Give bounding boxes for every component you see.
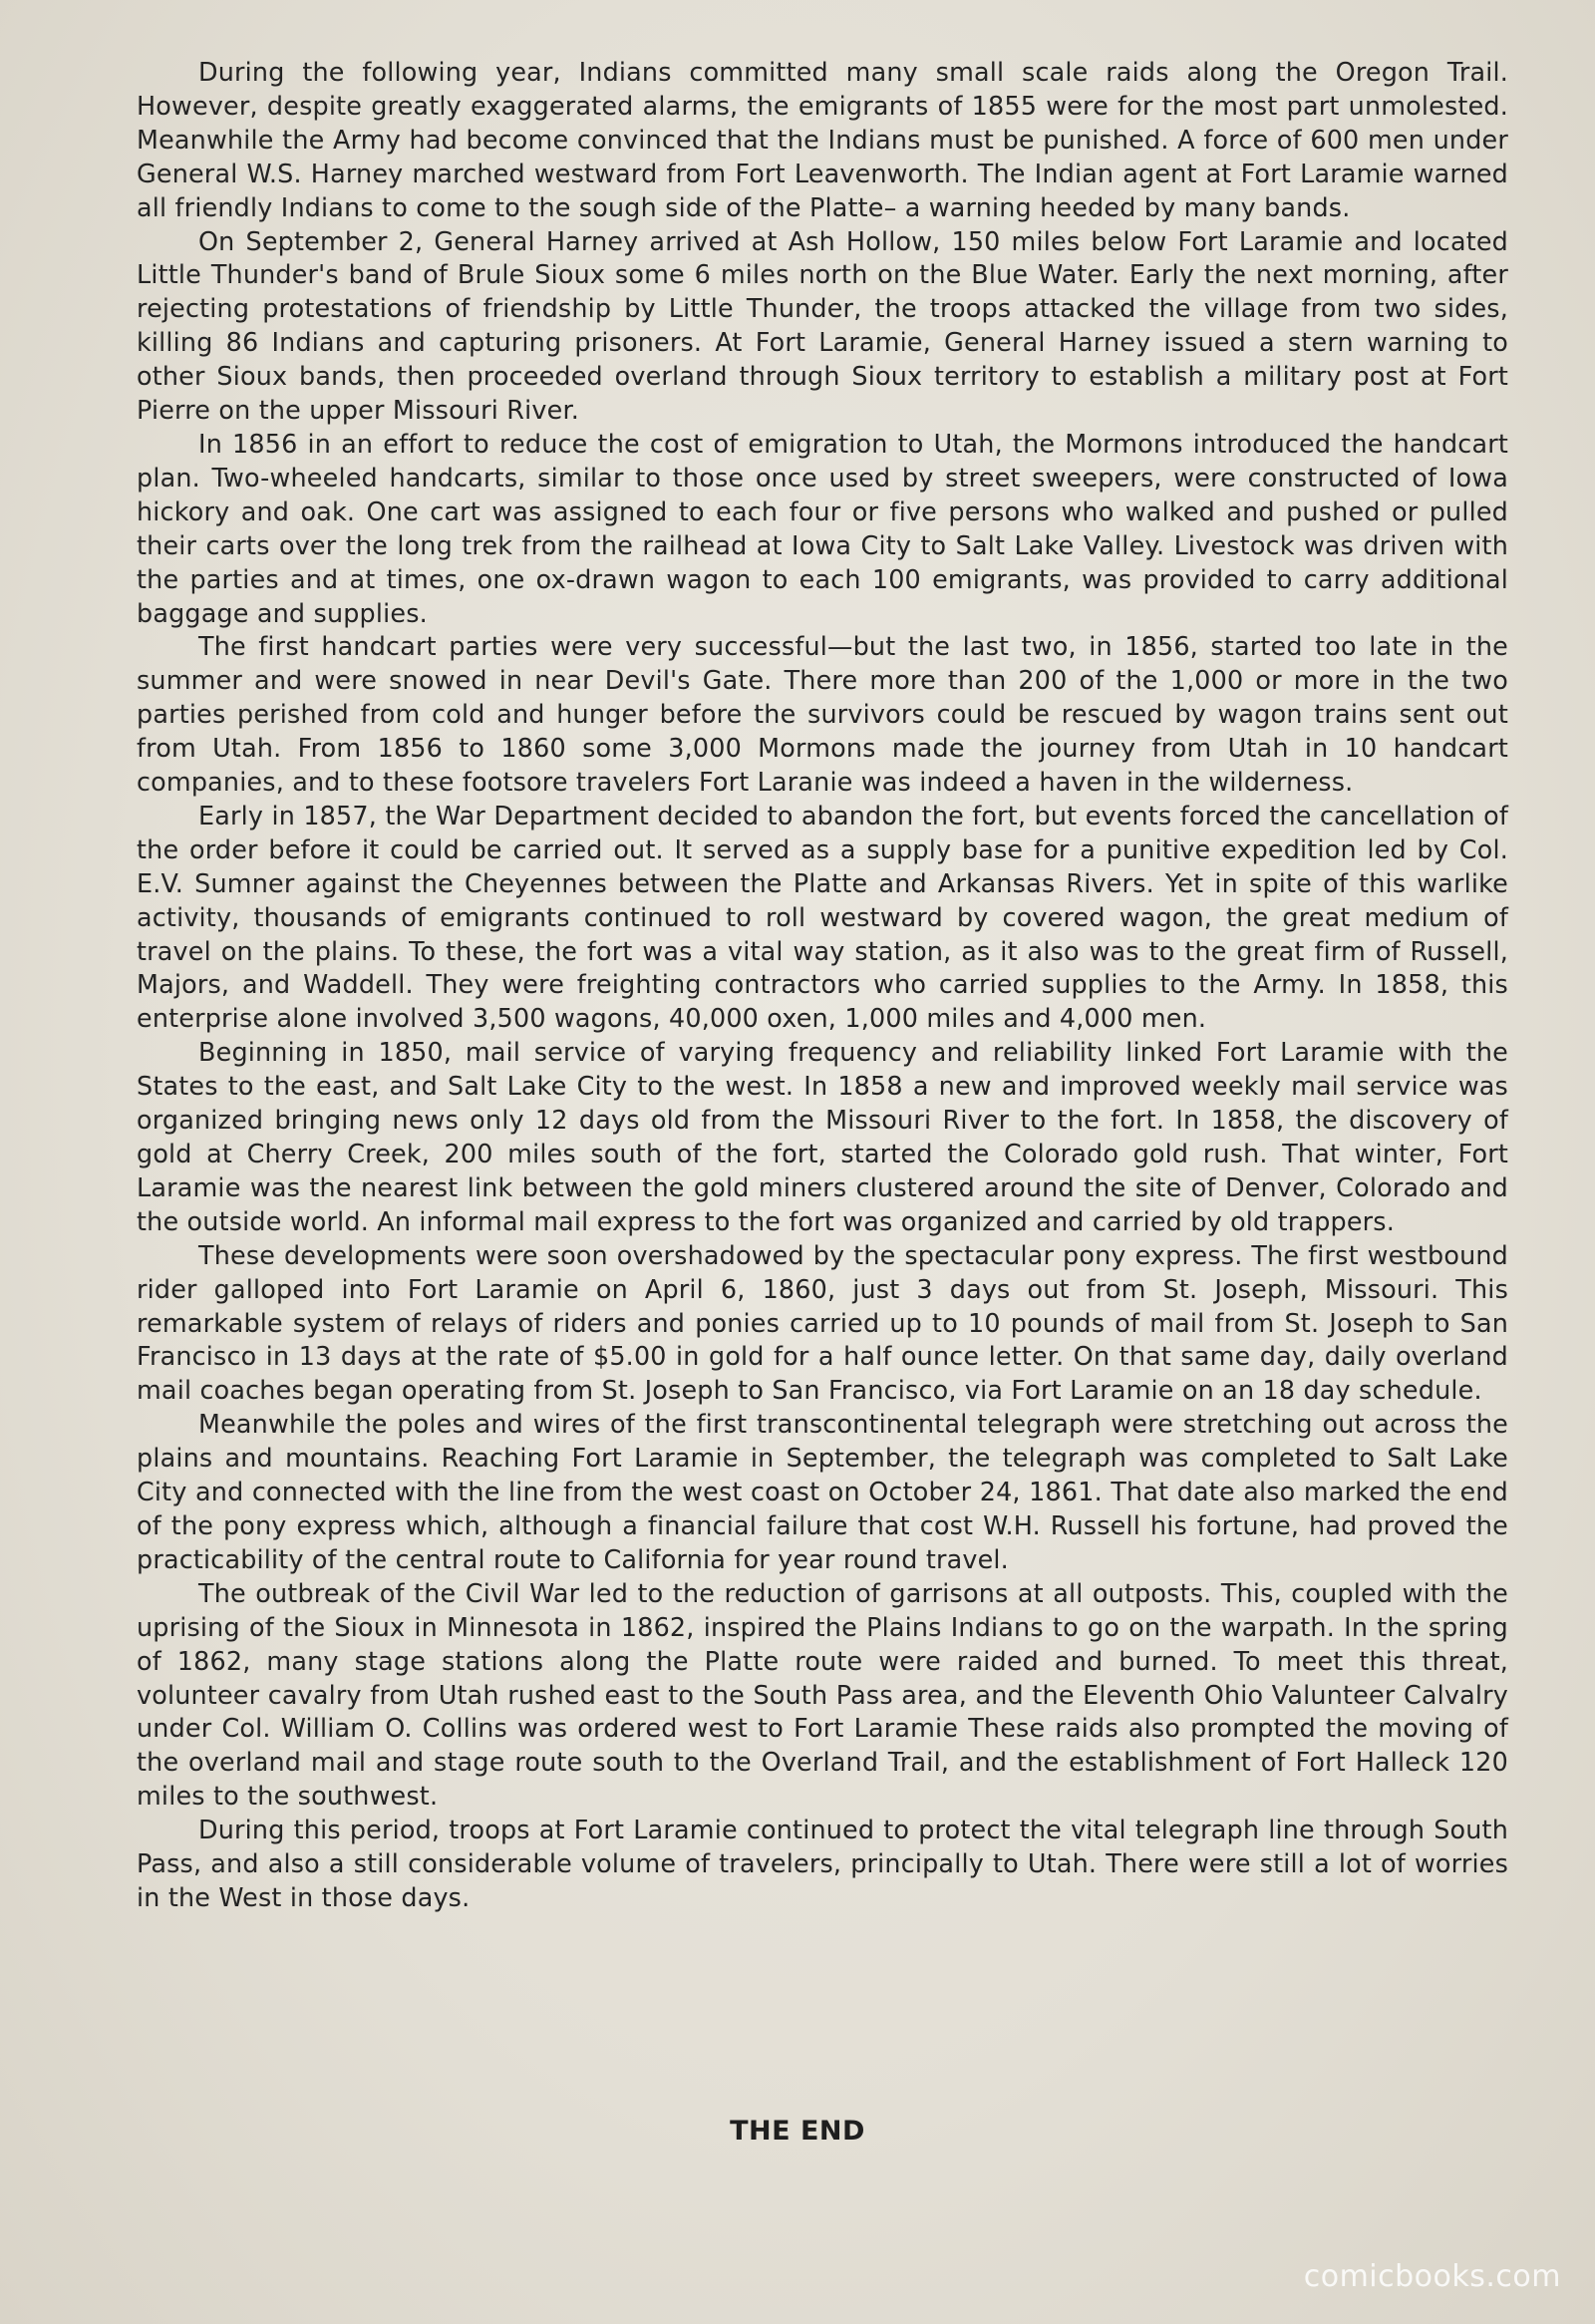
paragraph: The outbreak of the Civil War led to the reduction of garrisons at all outposts. This, coupled with the uprising of the Sioux in Minnesota in 1862, inspired the Plains Indians to go on the warpath. In the spring of 1862, many stage stations along the Platte route were raided and burned. To meet this threat, volunteer cavalry from Utah rushed east to the South Pass area, and the Eleventh Ohio Valunteer Calvalry under Col. William O. Collins was ordered west to Fort Laramie These raids also prompted the moving of the overland mail and stage route south to the Overland Trail, and the establishment of Fort Halleck 120 miles to the southwest. [137, 1577, 1508, 1812]
paragraph: On September 2, General Harney arrived at Ash Hollow, 150 miles below Fort Laramie and located Little Thunder's band of Brule Sioux some 6 miles north on the Blue Water. Early the next morning, after rejecting protestations of friendship by Little Thunder, the troops attacked the village from two sides, killing 86 Indians and capturing prisoners. At Fort Laramie, General Harney issued a stern warning to other Sioux bands, then proceeded overland through Sioux territory to establish a military post at Fort Pierre on the upper Missouri River. [137, 225, 1508, 426]
paragraph: During the following year, Indians committed many small scale raids along the Oregon Trail. However, despite greatly exaggerated alarms, the emigrants of 1855 were for the most part unmolested. Meanwhile the Army had become convinced that the Indians must be punished. A force of 600 men under General W.S. Harney marched westward from Fort Leavenworth. The Indian agent at Fort Laramie warned all friendly Indians to come to the sough side of the Platte– a warning heeded by many bands. [137, 57, 1508, 222]
watermark-text: comicbooks.com [1303, 2259, 1561, 2294]
paragraph: Beginning in 1850, mail service of varying frequency and reliability linked Fort Laramie with the States to the east, and Salt Lake City to the west. In 1858 a new and improved weekly mail service was organized bringing news only 12 days old from the Missouri River to the fort. In 1858, the discovery of gold at Cherry Creek, 200 miles south of the fort, started the Colorado gold rush. That winter, Fort Laramie was the nearest link between the gold miners clustered around the site of Denver, Colorado and the outside world. An informal mail express to the fort was organized and carried by old trappers. [137, 1037, 1508, 1236]
the-end-closing: THE END [730, 2116, 865, 2147]
paragraph: Meanwhile the poles and wires of the first transcontinental telegraph were stretching out across the plains and mountains. Reaching Fort Laramie in September, the telegraph was completed to Salt Lake City and connected with the line from the west coast on October 24, 1861. That date also marked the end of the pony express which, although a financial failure that cost W.H. Russell his fortune, had proved the practicability of the central route to California for year round travel. [137, 1409, 1508, 1574]
paragraph: Early in 1857, the War Department decided to abandon the fort, but events forced the cancellation of the order before it could be carried out. It served as a supply base for a punitive expedition led by Col. E.V. Sumner against the Cheyennes between the Platte and Arkansas Rivers. Yet in spite of this warlike activity, thousands of emigrants continued to roll westward by covered wagon, the great medium of travel on the plains. To these, the fort was a vital way station, as it also was to the great firm of Russell, Majors, and Waddell. They were freighting contractors who carried supplies to the Army. In 1858, this enterprise alone involved 3,500 wagons, 40,000 oxen, 1,000 miles and 4,000 men. [137, 800, 1508, 1034]
paragraph: The first handcart parties were very successful—but the last two, in 1856, started too late in the summer and were snowed in near Devil's Gate. There more than 200 of the 1,000 or more in the two parties perished from cold and hunger before the survivors could be rescued by wagon trains sent out from Utah. From 1856 to 1860 some 3,000 Mormons made the journey from Utah in 10 handcart companies, and to these footsore travelers Fort Laranie was indeed a haven in the wilderness. [137, 631, 1508, 798]
paragraph: These developments were soon overshadowed by the spectacular pony express. The first westbound rider galloped into Fort Laramie on April 6, 1860, just 3 days out from St. Joseph, Missouri. This remarkable system of relays of riders and ponies carried up to 10 pounds of mail from St. Joseph to San Francisco in 13 days at the rate of $5.00 in gold for a half ounce letter. On that same day, daily overland mail coaches began operating from St. Joseph to San Francisco, via Fort Laramie on an 18 day schedule. [137, 1239, 1508, 1406]
paragraph: During this period, troops at Fort Laramie continued to protect the vital telegraph line through South Pass, and also a still considerable volume of travelers, principally to Utah. There were still a lot of worries in the West in those days. [137, 1815, 1508, 1912]
article-body [137, 56, 1508, 1915]
paragraph: In 1856 in an effort to reduce the cost of emigration to Utah, the Mormons introduced the handcart plan. Two-wheeled handcarts, similar to those once used by street sweepers, were constructed of Iowa hickory and oak. One cart was assigned to each four or five persons who walked and pushed or pulled their carts over the long trek from the railhead at Iowa City to Salt Lake Valley. Livestock was driven with the parties and at times, one ox-drawn wagon to each 100 emigrants, was provided to carry additional baggage and supplies. [137, 428, 1508, 628]
